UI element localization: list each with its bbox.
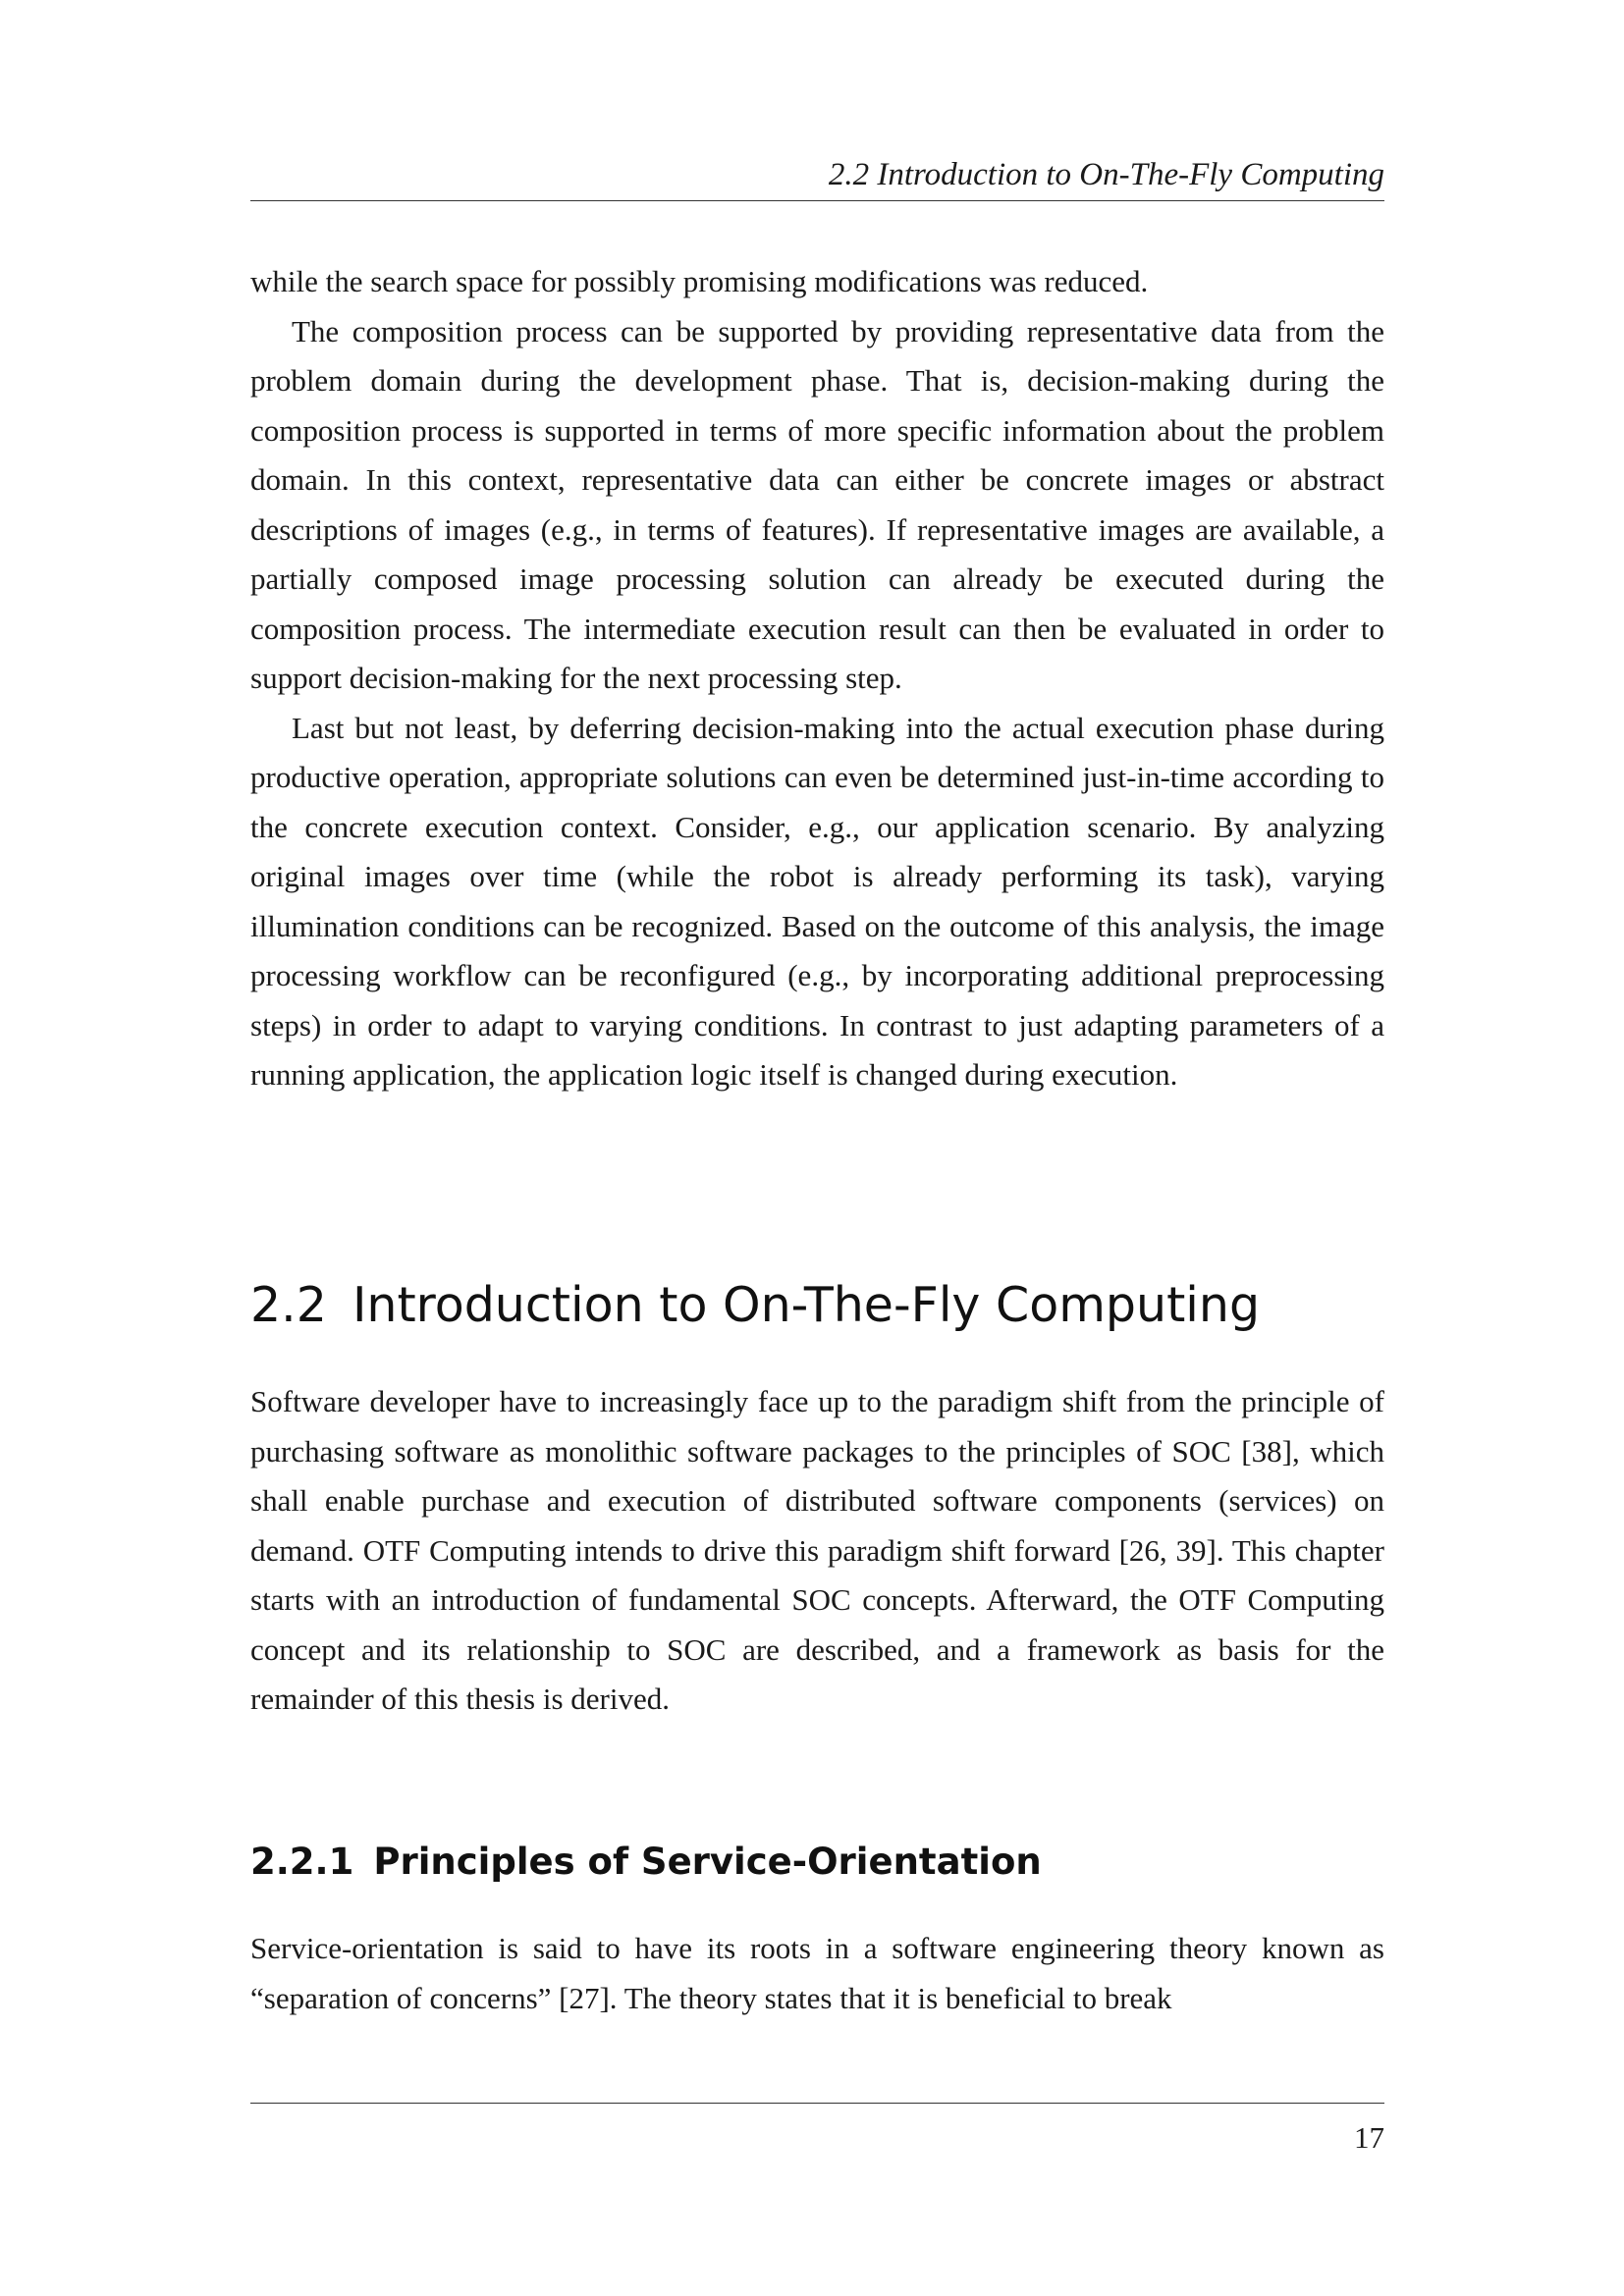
paragraph-execution-phase: Last but not least, by deferring decision-making into the actual execution phase during productive operation, appropriate solutions can even be determined just-in-time according to the concrete execution context. Consider, e.g., our application scenario. By analyzing original images over time (while the robot is already performing its task), varying illumination conditions can be recognized. Based on the outcome of this analysis, the image processing workflow can be reconfigured (e.g., by incorporating additional preprocessing steps) in order to adapt to varying conditions. In contrast to just adapting parameters of a running application, the application logic itself is changed during execution. (250, 710, 1384, 1092)
footer-rule (250, 2103, 1384, 2104)
section-title: Introduction to On-The-Fly Computing (352, 1277, 1261, 1333)
running-header: 2.2 Introduction to On-The-Fly Computing (828, 157, 1384, 192)
paragraph-section-intro: Software developer have to increasingly face up to the paradigm shift from the principle of purchasing software as monolithic software packages to the principles of SOC [38], which shall enable purchase and execution of distributed software components (services) on demand. OTF Computing intends to drive this paradigm shift forward [26, 39]. This chapter starts with an introduction of fundamental SOC concepts. Afterward, the OTF Computing concept and its relationship to SOC are described, and a framework as basis for the remainder of this thesis is derived. (250, 1384, 1384, 1716)
page-number: 17 (1354, 2120, 1384, 2155)
section-text-block (250, 1377, 1384, 1725)
document-page (250, 0, 1384, 2296)
subsection-number: 2.2.1 (250, 1841, 354, 1883)
subsection-heading (250, 1840, 1384, 1885)
section-heading (250, 1276, 1384, 1335)
header-rule (250, 200, 1384, 201)
top-text-block (250, 257, 1384, 1100)
paragraph-service-orientation: Service-orientation is said to have its roots in a software engineering theory known as “separation of concerns” [27]. The theory states that it is beneficial to break (250, 1931, 1384, 2015)
subsection-text-block (250, 1924, 1384, 2023)
paragraph-composition-process: The composition process can be supported by providing representative data from the problem domain during the development phase. That is, decision-making during the composition process is supported in terms of more specific information about the problem domain. In this context, representative data can either be concrete images or abstract descriptions of images (e.g., in terms of features). If representative images are available, a partially composed image processing solution can already be executed during the composition process. The intermediate execution result can then be evaluated in order to support decision-making for the next processing step. (250, 313, 1384, 695)
section-number: 2.2 (250, 1277, 327, 1333)
subsection-title: Principles of Service-Orientation (373, 1841, 1042, 1883)
paragraph-continuation: while the search space for possibly promising modifications was reduced. (250, 264, 1149, 298)
